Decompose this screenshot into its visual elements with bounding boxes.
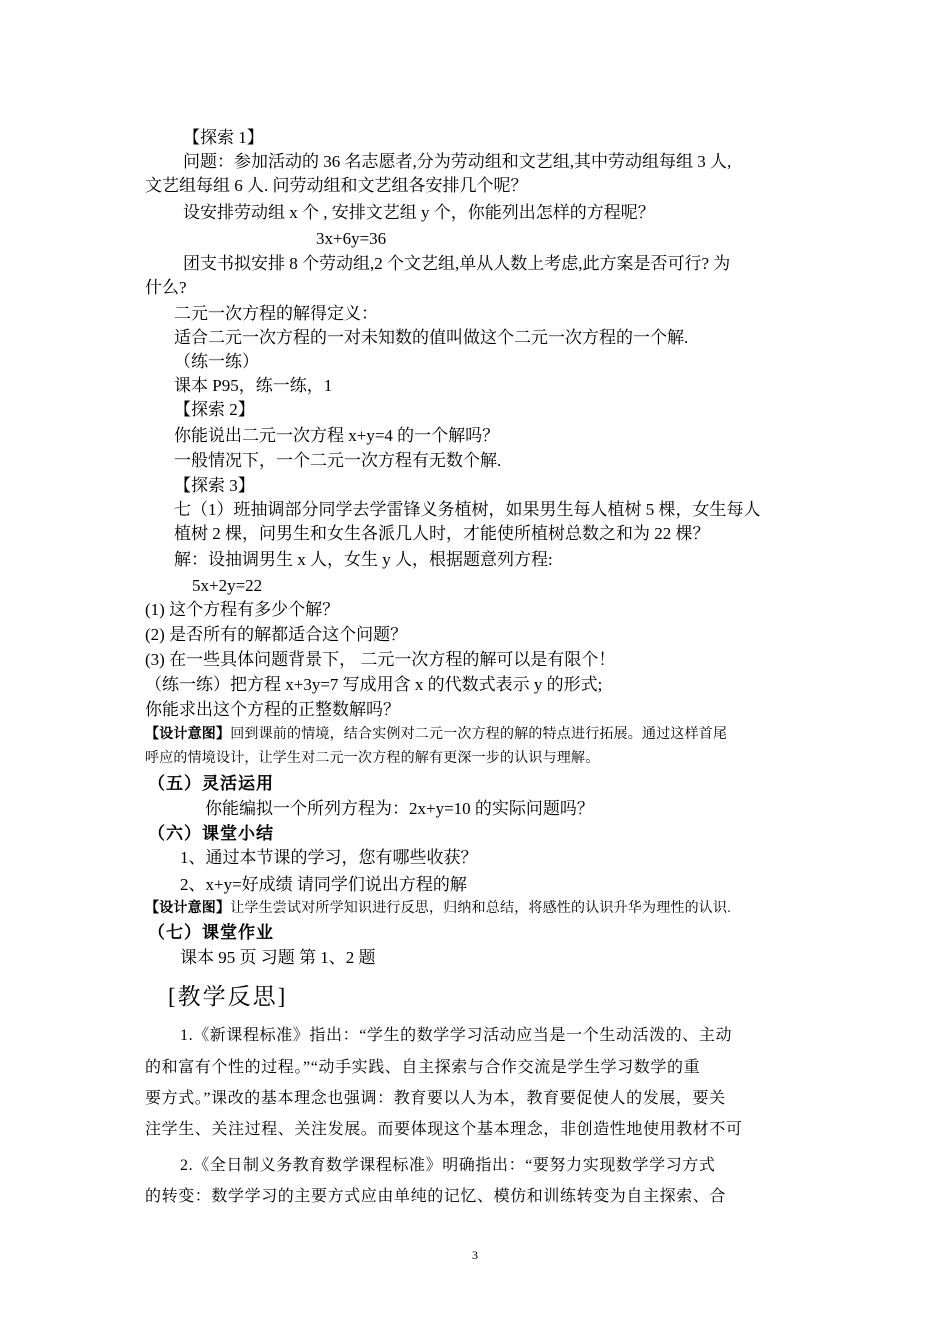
design-intent-2 (145, 897, 731, 921)
explore1-question-line3: 设安排劳动组 x 个 , 安排文艺组 y 个，你能列出怎样的方程呢？ (183, 203, 655, 222)
section6-item1: 1、通过本节课的学习，您有哪些收获？ (180, 848, 478, 867)
explore1-equation: 3x+6y=36 (316, 229, 387, 248)
explore3-equation: 5x+2y=22 (192, 576, 263, 595)
explore1-question-line5: 什么? (145, 278, 187, 297)
design-intent-2-label: 【设计意图】 (145, 901, 231, 916)
design-intent-2-text: 让学生尝试对所学知识进行反思，归纳和总结，将感性的认识升华为理性的认识. (230, 901, 731, 916)
explore3-problem-line1: 七（1）班抽调部分同学去学雷锋义务植树，如果男生每人植树 5 棵，女生每人 (174, 500, 761, 519)
definition-title: 二元一次方程的解得定义： (174, 304, 378, 323)
explore3-item3: (3) 在一些具体问题背景下， 二元一次方程的解可以是有限个！ (145, 650, 616, 669)
reflection-p1-line3: 要方式。”课改的基本理念也强调：教育要以人为本，教育要促使人的发展，要关 (145, 1090, 726, 1107)
explore2-heading: 【探索 2】 (174, 400, 255, 419)
section7-text: 课本 95 页 习题 第 1、2 题 (180, 948, 376, 967)
explore3-heading: 【探索 3】 (174, 476, 255, 495)
explore3-solution: 解：设抽调男生 x 人，女生 y 人，根据题意列方程: (174, 550, 553, 569)
design-intent-1-text: 回到课前的情境，结合实例对二元一次方程的解的特点进行拓展。通过这样首尾 (230, 727, 728, 742)
reflection-heading: [教学反思] (168, 984, 288, 1009)
explore3-problem-line2: 植树 2 棵，问男生和女生各派几人时，才能使所植树总数之和为 22 棵？ (174, 524, 710, 543)
reflection-p1-line1: 1.《新课程标准》指出：“学生的数学学习活动应当是一个生动活泼的、主动 (180, 1027, 733, 1044)
section5-text: 你能编拟一个所列方程为：2x+y=10 的实际问题吗？ (205, 799, 594, 818)
explore3-practice-question: 你能求出这个方程的正整数解吗？ (145, 700, 400, 719)
explore3-item2: (2) 是否所有的解都适合这个问题？ (145, 625, 408, 644)
explore3-practice: （练一练）把方程 x+3y=7 写成用含 x 的代数式表示 y 的形式; (145, 675, 603, 694)
reflection-p2-line1: 2.《全日制义务教育数学课程标准》明确指出：“要努力实现数学学习方式 (180, 1157, 716, 1174)
design-intent-1-label: 【设计意图】 (145, 727, 231, 742)
explore3-item1: (1) 这个方程有多少个解？ (145, 600, 340, 619)
explore1-question-line1: 问题：参加活动的 36 名志愿者,分为劳动组和文艺组,其中劳动组每组 3 人, (183, 152, 732, 171)
section7-heading: （七）课堂作业 (148, 923, 274, 942)
section6-heading: （六）课堂小结 (148, 824, 274, 843)
design-intent-1-line2: 呼应的情境设计，让学生对二元一次方程的解有更深一步的认识与理解。 (145, 751, 600, 766)
section5-heading: （五）灵活运用 (148, 774, 274, 793)
explore2-question: 你能说出二元一次方程 x+y=4 的一个解吗？ (174, 426, 500, 445)
reflection-p1-line2: 的和富有个性的过程。”“动手实践、自主探索与合作交流是学生学习数学的重 (145, 1059, 701, 1076)
section6-item2: 2、x+y=好成绩 请同学们说出方程的解 (180, 875, 467, 894)
explore1-heading: 【探索 1】 (183, 128, 264, 147)
explore2-statement: 一般情况下，一个二元一次方程有无数个解. (174, 451, 502, 470)
explore1-question-line4: 团支书拟安排 8 个劳动组,2 个文艺组,单从人数上考虑,此方案是否可行? 为 (183, 254, 731, 273)
design-intent-1-line1 (145, 723, 727, 747)
reflection-p2-line2: 的转变：数学学习的主要方式应由单纯的记忆、模仿和训练转变为自主探索、合 (145, 1188, 727, 1205)
explore1-question-line2: 文艺组每组 6 人. 问劳动组和文艺组各安排几个呢？ (145, 176, 528, 195)
definition-text: 适合二元一次方程的一对未知数的值叫做这个二元一次方程的一个解. (174, 328, 689, 347)
practice-label: （练一练） (174, 352, 259, 371)
practice-text: 课本 P95，练一练，1 (174, 376, 333, 395)
reflection-p1-line4: 注学生、关注过程、关注发展。而要体现这个基本理念，非创造性地使用教材不可 (145, 1121, 743, 1138)
page-number: 3 (472, 1248, 478, 1262)
